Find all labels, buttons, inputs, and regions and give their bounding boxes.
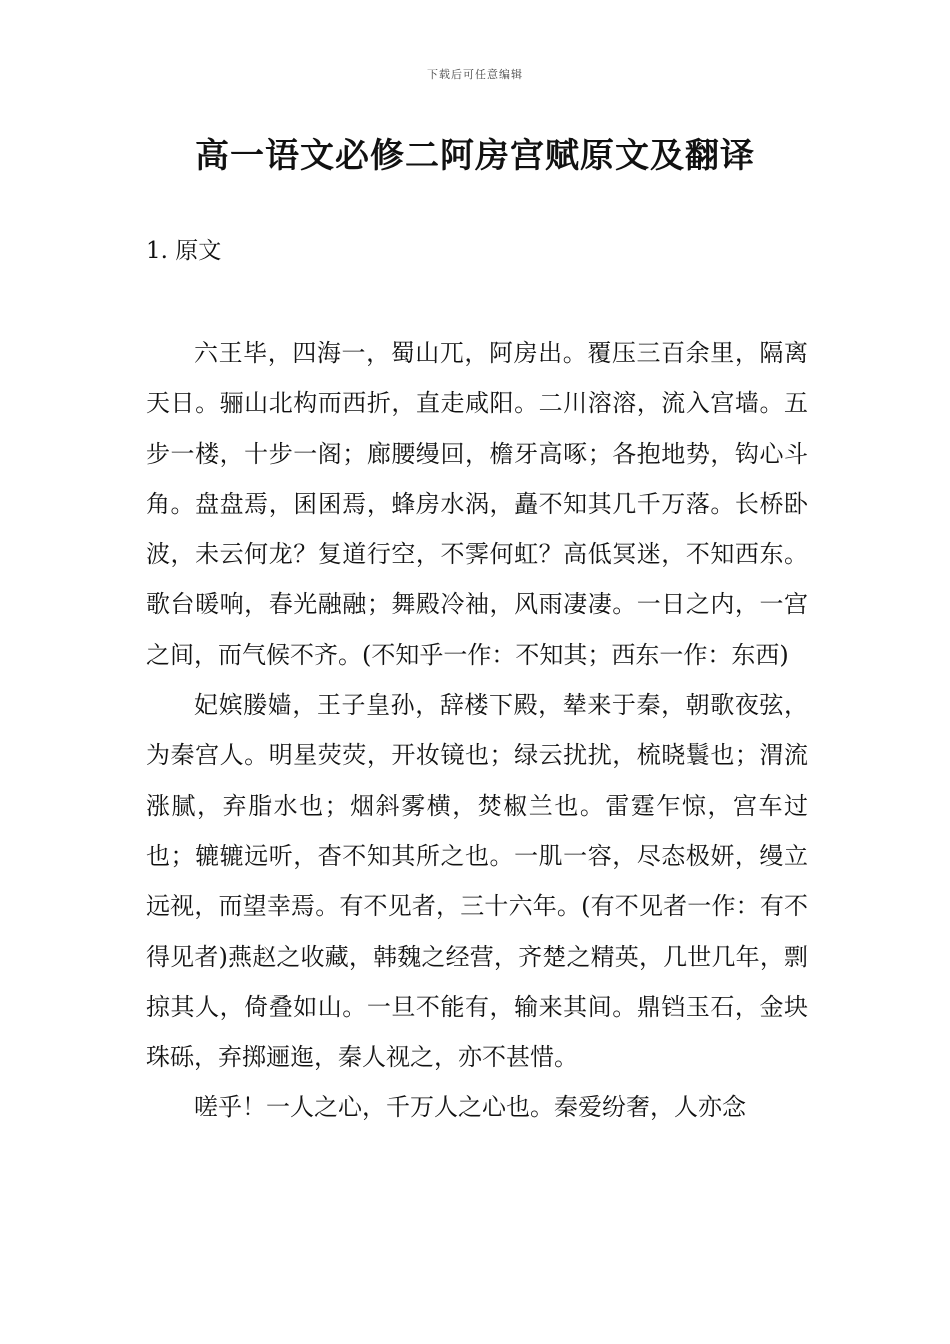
section-heading: 1. 原文 xyxy=(146,238,222,264)
header-note: 下载后可任意编辑 xyxy=(427,68,523,81)
paragraph: 嗟乎！一人之心，千万人之心也。秦爱纷奢，人亦念 xyxy=(194,1093,746,1122)
paragraph: 六王毕，四海一，蜀山兀，阿房出。覆压三百余里，隔离天日。骊山北构而西折，直走咸阳。二川溶溶，流入宫墙。五步一楼，十步一阁；廊腰缦回，檐牙高啄；各抱地势，钩心斗角。盘盘焉，囷囷焉，蜂房水涡，矗不知其几千万落。长桥卧波，未云何龙？复道行空，不霁何虹？高低冥迷，不知西东。歌台暖响，春光融融；舞殿冷袖，风雨凄凄。一日之内，一宫之间，而气候不齐。(不知乎一作：不知其；西东一作：东西) xyxy=(146,339,808,669)
body-text xyxy=(146,328,808,1133)
document-title: 高一语文必修二阿房宫赋原文及翻译 xyxy=(195,136,755,176)
paragraph: 妃嫔媵嫱，王子皇孙，辞楼下殿，辇来于秦，朝歌夜弦，为秦宫人。明星荧荧，开妆镜也；绿云扰扰，梳晓鬟也；渭流涨腻，弃脂水也；烟斜雾横，焚椒兰也。雷霆乍惊，宫车过也；辘辘远听，杳不知其所之也。一肌一容，尽态极妍，缦立远视，而望幸焉。有不见者，三十六年。(有不见者一作：有不得见者)燕赵之收藏，韩魏之经营，齐楚之精英，几世几年，剽掠其人，倚叠如山。一旦不能有，输来其间。鼎铛玉石，金块珠砾，弃掷逦迤，秦人视之，亦不甚惜。 xyxy=(146,691,808,1072)
